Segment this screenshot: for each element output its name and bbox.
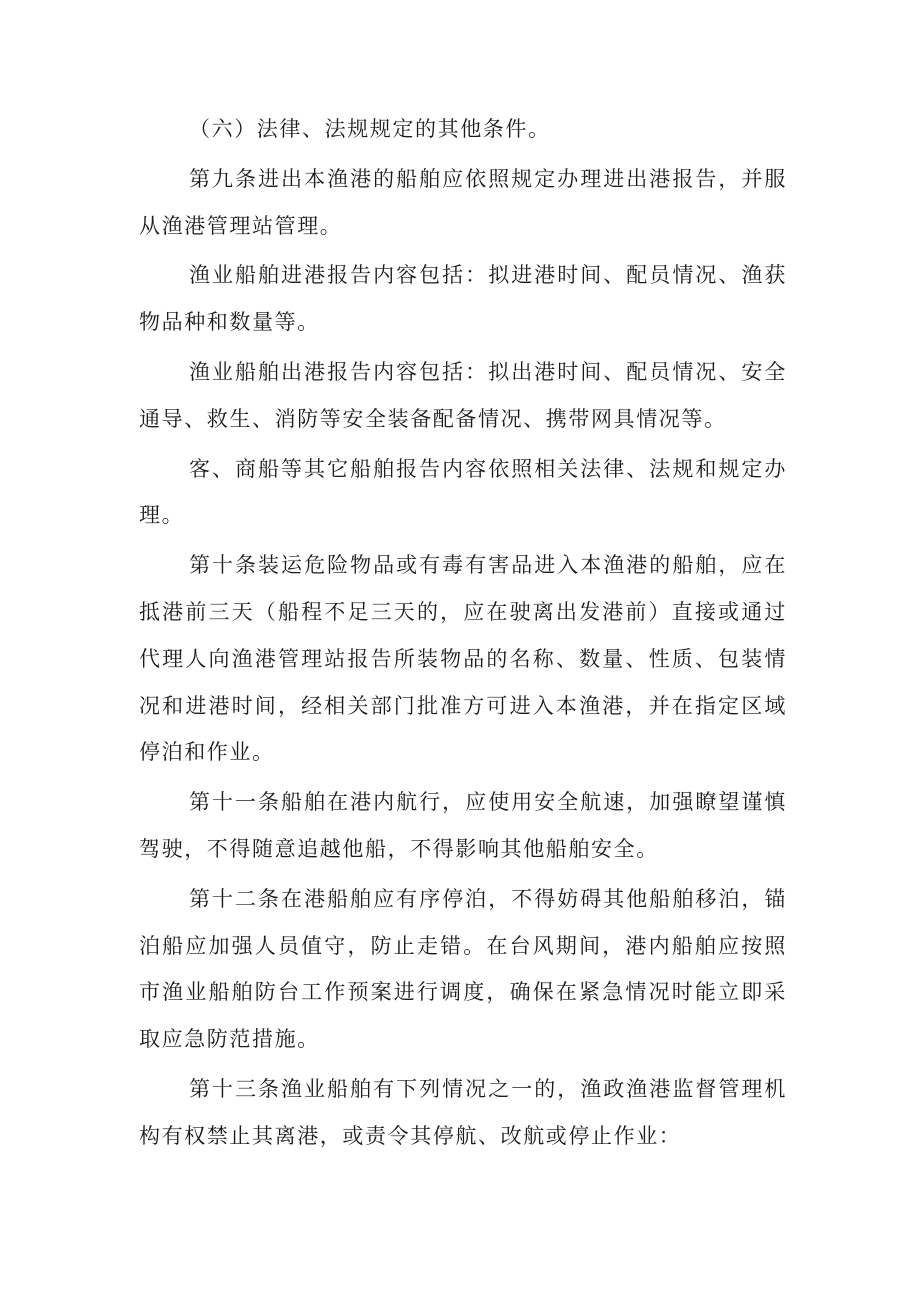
paragraph-article-9: 第九条进出本渔港的船舶应依照规定办理进出港报告，并服从渔港管理站管理。	[139, 166, 787, 238]
paragraph-other-conditions: （六）法律、法规规定的其他条件。	[189, 117, 551, 141]
paragraph-article-10: 第十条装运危险物品或有毒有害品进入本渔港的船舶，应在抵港前三天（船程不足三天的，应在驶离出发港前）直接或通过代理人向渔港管理站报告所装物品的名称、数量、性质、包装情况和进港时间，经相关部门批准方可进入本渔港，并在指定区域停泊和作业。	[139, 553, 787, 765]
paragraph-other-vessels-report: 客、商船等其它船舶报告内容依照相关法律、法规和规定办理。	[139, 456, 787, 528]
paragraph-entry-report: 渔业船舶进港报告内容包括：拟进港时间、配员情况、渔获物品种和数量等。	[139, 263, 787, 335]
paragraph-article-12: 第十二条在港船舶应有序停泊，不得妨碍其他船舶移泊，锚泊船应加强人员值守，防止走错。在台风期间，港内船舶应按照市渔业船舶防台工作预案进行调度，确保在紧急情况时能立即采取应急防范措施。	[139, 886, 787, 1052]
paragraph-article-11: 第十一条船舶在港内航行，应使用安全航速，加强瞭望谨慎驾驶，不得随意追越他船，不得影响其他船舶安全。	[139, 790, 787, 861]
document-body	[139, 106, 787, 1163]
paragraph-article-13: 第十三条渔业船舶有下列情况之一的，渔政渔港监督管理机构有权禁止其离港，或责令其停航、改航或停止作业：	[139, 1076, 787, 1148]
paragraph-exit-report: 渔业船舶出港报告内容包括：拟出港时间、配员情况、安全通导、救生、消防等安全装备配备情况、携带网具情况等。	[139, 359, 787, 431]
